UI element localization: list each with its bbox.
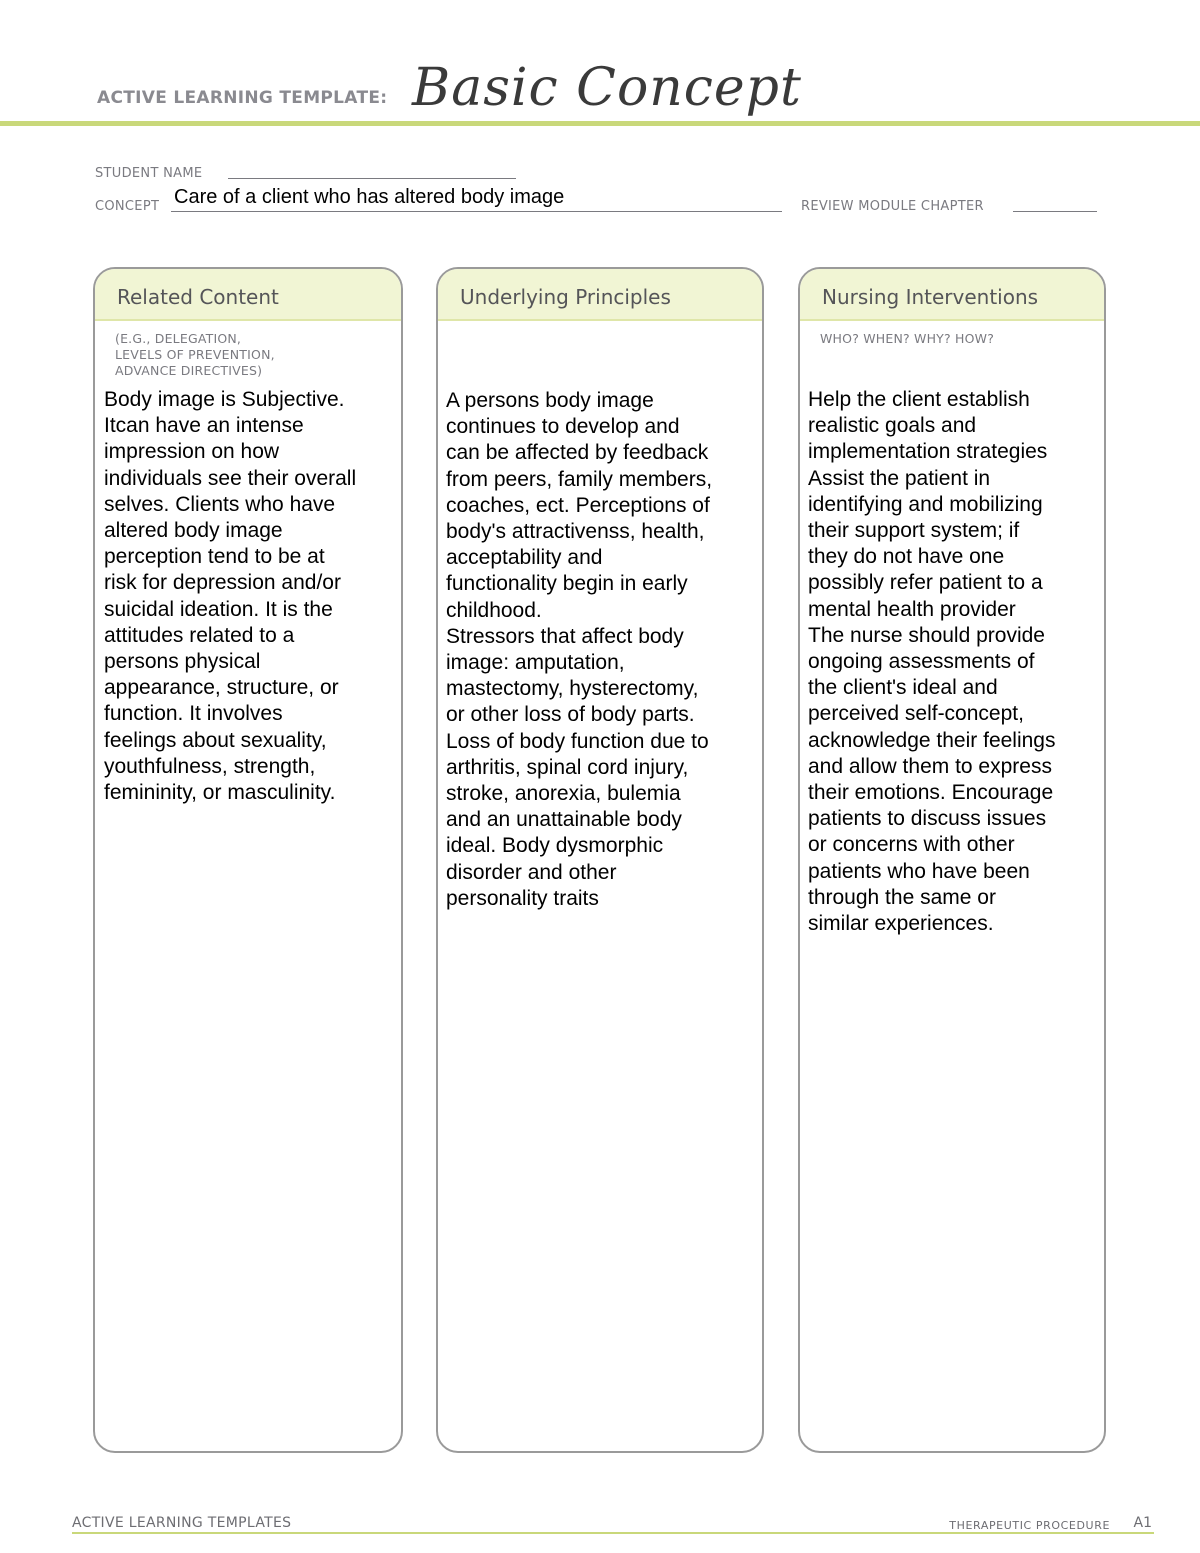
review-module-label: REVIEW MODULE CHAPTER <box>801 199 984 214</box>
nursing-interventions-header: Nursing Interventions <box>800 269 1104 321</box>
related-content-header: Related Content <box>95 269 401 321</box>
concept-value: Care of a client who has altered body image <box>174 186 565 208</box>
concept-label: CONCEPT <box>95 199 160 214</box>
nursing-interventions-body[interactable]: Help the client establish realistic goals and implementation strategies Assist the patient in identifying and mobilizing their support system; if they do not have one possibly refer patient to a mental health provider The nurse should provide ongoing assessments of the client's ideal and perceived self-concept, acknowledge their feelings and allow them to express their emotions. Encourage patients to discuss issues or concerns with other patients who have been through the same or similar experiences. <box>808 388 1056 936</box>
concept-field[interactable] <box>171 211 782 212</box>
related-content-panel <box>93 267 403 1453</box>
student-name-field[interactable] <box>228 178 516 179</box>
related-content-subtitle: (E.G., DELEGATION, LEVELS OF PREVENTION, ADVANCE DIRECTIVES) <box>115 331 275 378</box>
underlying-principles-header: Underlying Principles <box>438 269 762 321</box>
header-divider <box>0 121 1200 126</box>
nursing-interventions-panel <box>798 267 1106 1453</box>
footer-right-label: THERAPEUTIC PROCEDURE <box>949 1519 1110 1532</box>
related-content-body[interactable]: Body image is Subjective. Itcan have an intense impression on how individuals see their overall selves. Clients who have altered body image perception tend to be at risk for depression and/or suicidal ideation. It is the attitudes related to a persons physical appearance, structure, or function. It involves feelings about sexuality, youthfulness, strength, femininity, or masculinity. <box>104 388 357 805</box>
student-name-label: STUDENT NAME <box>95 166 203 181</box>
page-title: Basic Concept <box>412 58 802 118</box>
footer-divider <box>72 1532 1154 1534</box>
underlying-principles-panel <box>436 267 764 1453</box>
template-label: ACTIVE LEARNING TEMPLATE: <box>97 88 388 108</box>
underlying-principles-body[interactable]: A persons body image continues to develop and can be affected by feedback from peers, family members, coaches, ect. Perceptions of body's attractivenss, health, acceptability and functionality begin in early childhood. Stressors that affect body image: amputation, mastectomy, hysterectomy, or other loss of body parts. Loss of body function due to arthritis, spinal cord injury, stroke, anorexia, bulemia and an unattainable body ideal. Body dysmorphic disorder and other personality traits <box>446 389 713 910</box>
review-module-field[interactable] <box>1013 211 1097 212</box>
footer-left-label: ACTIVE LEARNING TEMPLATES <box>72 1515 292 1531</box>
nursing-interventions-subtitle: WHO? WHEN? WHY? HOW? <box>820 331 995 346</box>
page-number: A1 <box>1133 1515 1152 1531</box>
